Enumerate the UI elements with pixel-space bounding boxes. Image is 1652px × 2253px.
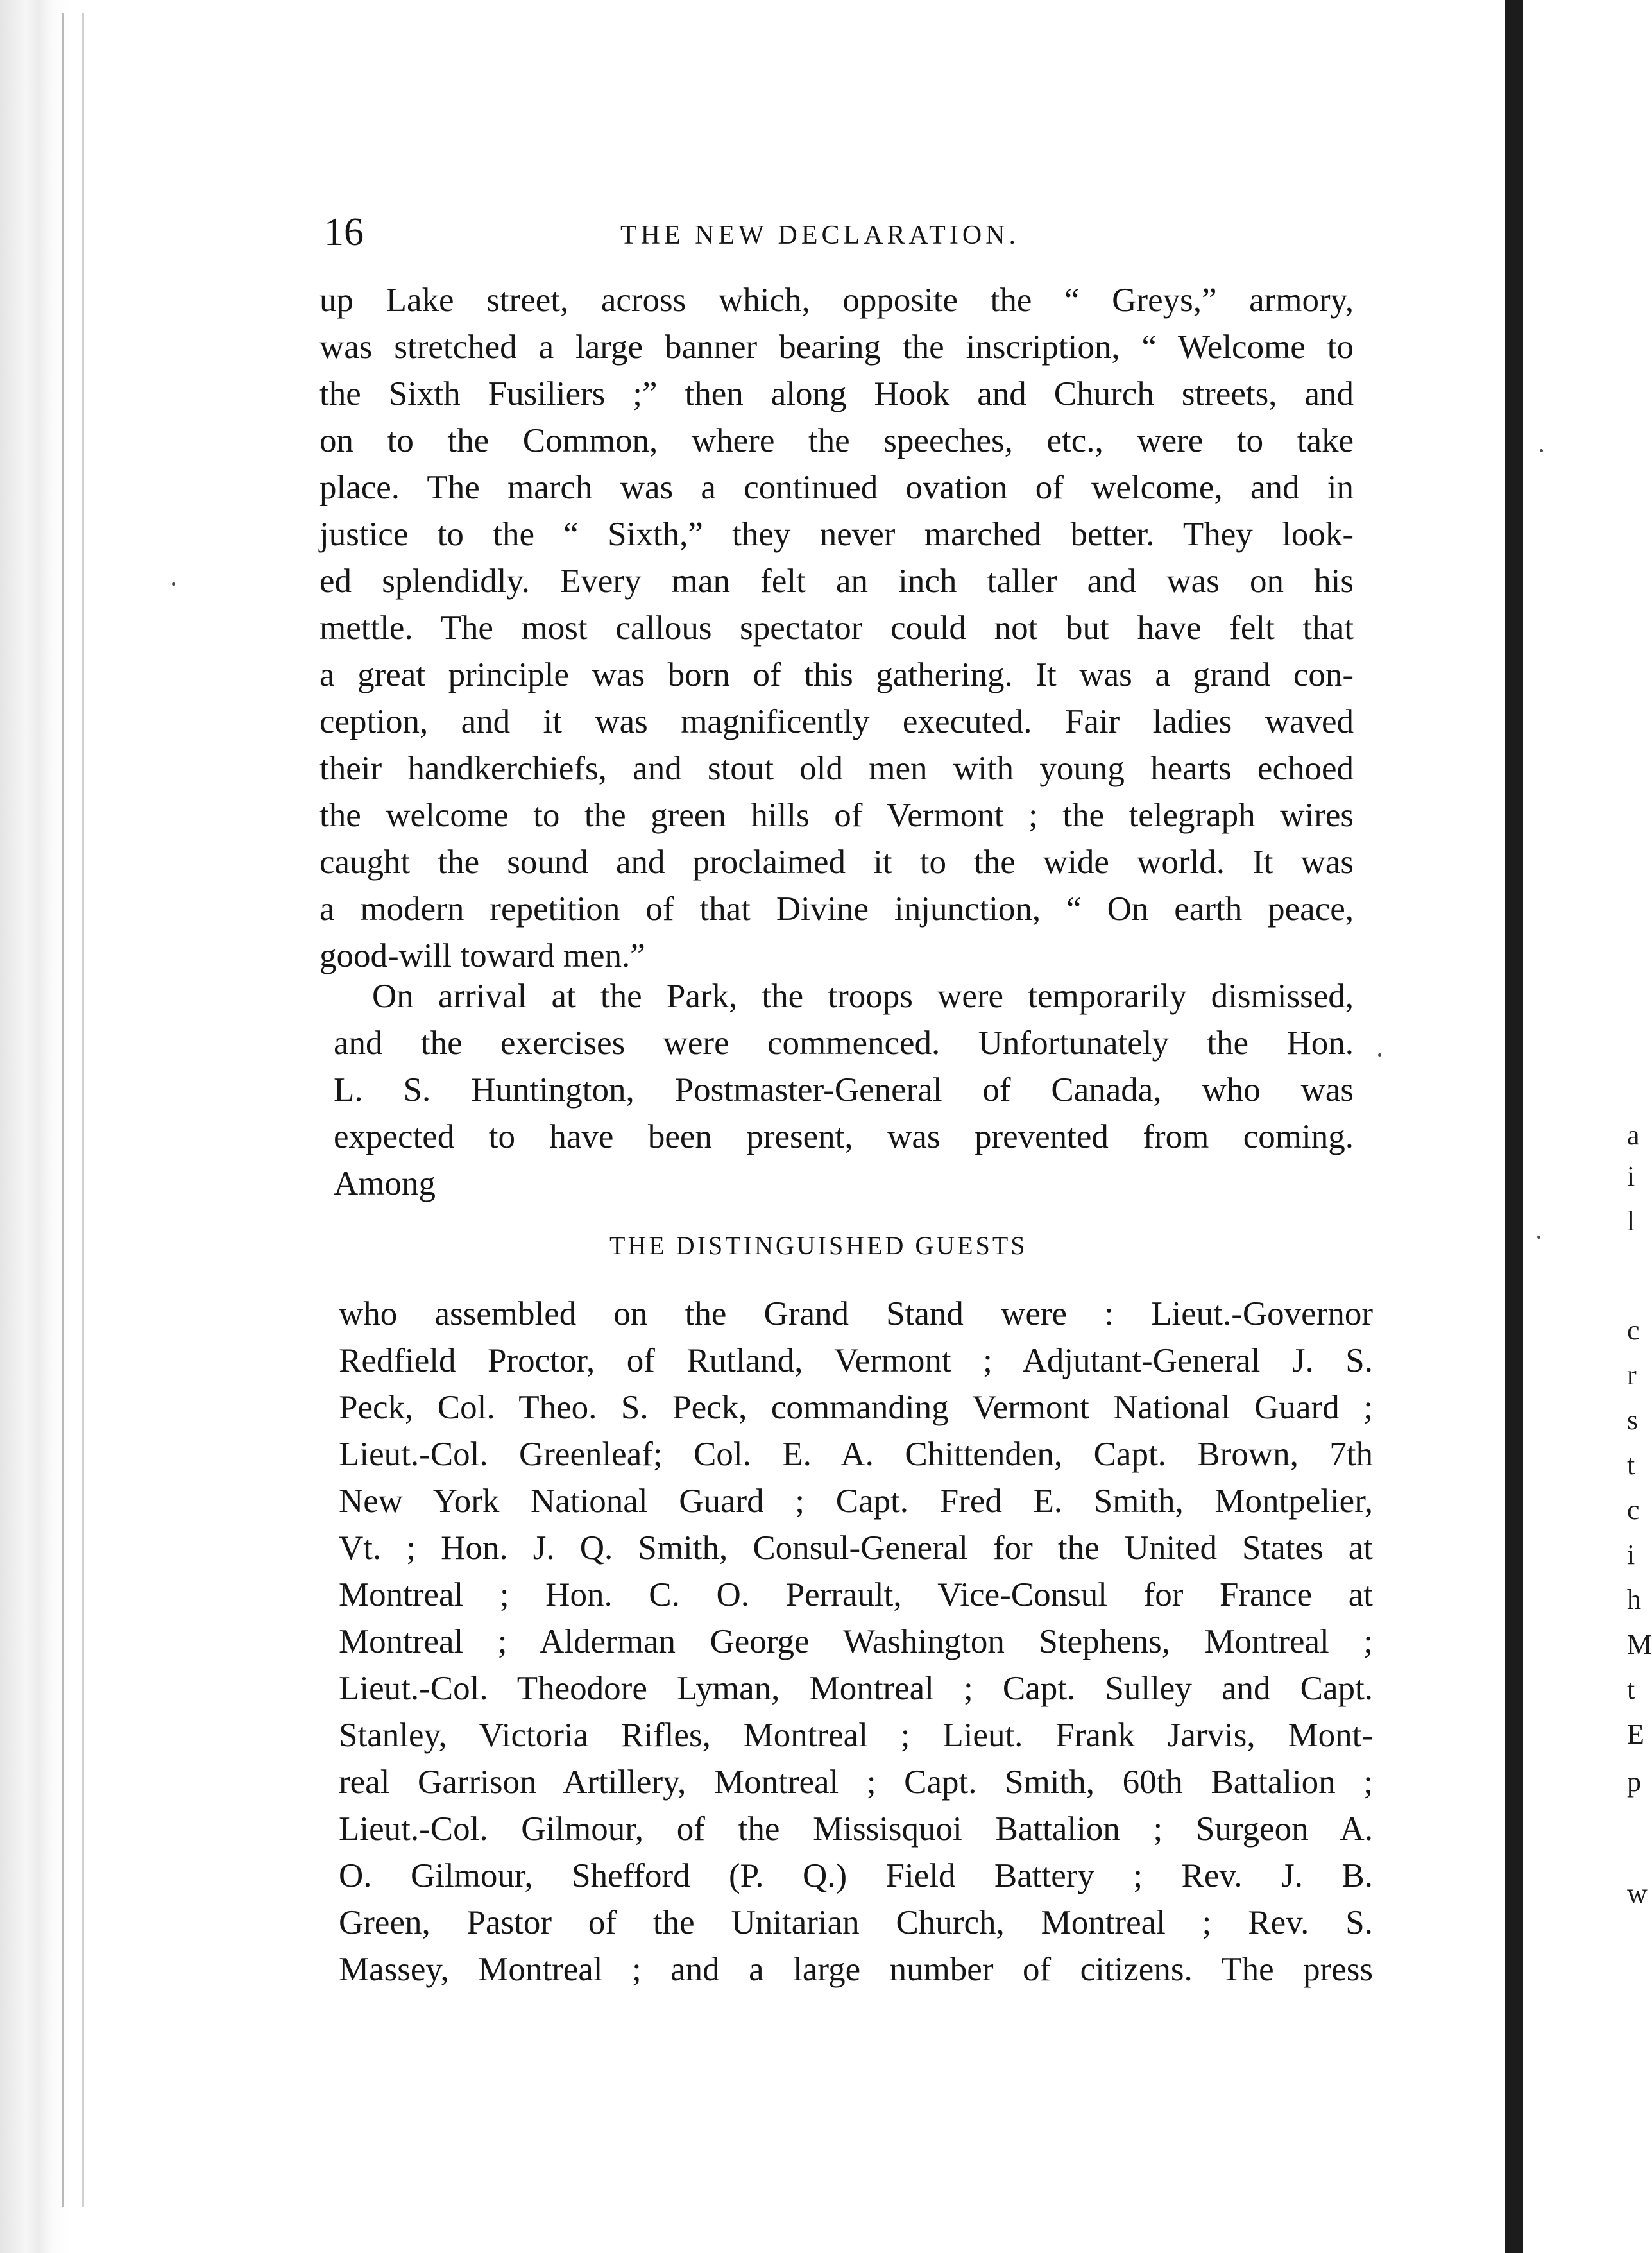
text-line: a modern repetition of that Divine injunction, “ On earth peace, — [319, 890, 1354, 928]
text-line: Redfield Proctor, of Rutland, Vermont ; Adjutant-General J. S. — [339, 1342, 1373, 1379]
text-line: Lieut.-Col. Greenleaf; Col. E. A. Chittenden, Capt. Brown, 7th — [339, 1436, 1373, 1473]
text-line: good-will toward men.” — [319, 937, 645, 974]
text-line: who assembled on the Grand Stand were : Lieut.-Governor — [339, 1295, 1373, 1332]
running-head — [324, 207, 1350, 258]
text-line: O. Gilmour, Shefford (P. Q.) Field Battery ; Rev. J. B. — [339, 1857, 1373, 1894]
text-line: Stanley, Victoria Rifles, Montreal ; Lieut. Frank Jarvis, Mont- — [339, 1717, 1373, 1754]
page-number: 16 — [324, 210, 364, 254]
paragraph-arrival — [334, 973, 1354, 1207]
facing-page-fragment: p — [1627, 1766, 1641, 1798]
facing-page-fragment: l — [1627, 1205, 1635, 1237]
facing-page-fragment: h — [1627, 1584, 1641, 1615]
text-line: L. S. Huntington, Postmaster-General of Canada, who was — [334, 1071, 1354, 1109]
facing-page-fragment: r — [1627, 1359, 1637, 1391]
facing-page-fragment: i — [1627, 1539, 1635, 1570]
text-line: ception, and it was magnificently executed. Fair ladies waved — [319, 703, 1354, 740]
facing-page-fragment: c — [1627, 1314, 1640, 1346]
facing-page-fragment: t — [1627, 1674, 1635, 1705]
text-line: and the exercises were commenced. Unfortunately the Hon. — [334, 1024, 1354, 1062]
text-line: Vt. ; Hon. J. Q. Smith, Consul-General for the United States at — [339, 1529, 1373, 1567]
text-line: their handkerchiefs, and stout old men with young hearts echoed — [319, 750, 1354, 787]
facing-page-fragment: a — [1627, 1119, 1640, 1151]
text-line: real Garrison Artillery, Montreal ; Capt. Smith, 60th Battalion ; — [339, 1764, 1373, 1801]
running-title: THE NEW DECLARATION. — [620, 221, 1019, 250]
facing-page-fragment: t — [1627, 1449, 1635, 1481]
facing-page-fragment: w — [1627, 1878, 1648, 1909]
scan-left-margin — [0, 0, 71, 2253]
facing-page-fragment: M — [1627, 1629, 1652, 1660]
text-line: Massey, Montreal ; and a large number of citizens. The press — [339, 1951, 1373, 1988]
text-line: On arrival at the Park, the troops were temporarily dismissed, — [372, 978, 1354, 1015]
text-line: mettle. The most callous spectator could not but have felt that — [319, 609, 1354, 647]
text-line: Montreal ; Hon. C. O. Perrault, Vice-Consul for France at — [339, 1576, 1373, 1613]
facing-page-fragment: c — [1627, 1494, 1640, 1526]
text-line: ed splendidly. Every man felt an inch taller and was on his — [319, 563, 1354, 600]
text-line: Green, Pastor of the Unitarian Church, Montreal ; Rev. S. — [339, 1904, 1373, 1941]
text-line: New York National Guard ; Capt. Fred E. Smith, Montpelier, — [339, 1483, 1373, 1520]
text-line: was stretched a large banner bearing the inscription, “ Welcome to — [319, 328, 1354, 366]
text-line: up Lake street, across which, opposite the “ Greys,” armory, — [319, 282, 1354, 319]
page-edge-line — [82, 13, 84, 2207]
text-line: the welcome to the green hills of Vermont ; the telegraph wires — [319, 797, 1354, 834]
text-line: on to the Common, where the speeches, etc., were to take — [319, 422, 1354, 459]
facing-page-fragment: s — [1627, 1404, 1639, 1436]
scan-speck — [172, 582, 175, 586]
scan-speck — [1540, 449, 1543, 452]
text-line: Peck, Col. Theo. S. Peck, commanding Vermont National Guard ; — [339, 1389, 1373, 1426]
facing-page-fragment: i — [1627, 1161, 1635, 1192]
text-line: the Sixth Fusiliers ;” then along Hook and Church streets, and — [319, 375, 1354, 412]
text-line: place. The march was a continued ovation of welcome, and in — [319, 469, 1354, 506]
text-line: Lieut.-Col. Theodore Lyman, Montreal ; Capt. Sulley and Capt. — [339, 1670, 1373, 1707]
book-gutter — [1505, 0, 1523, 2253]
text-line: caught the sound and proclaimed it to the wide world. It was — [319, 844, 1354, 881]
page-edge-line — [62, 13, 64, 2207]
text-line: Montreal ; Alderman George Washington Stephens, Montreal ; — [339, 1623, 1373, 1660]
text-line: expected to have been present, was prevented from coming. — [334, 1118, 1354, 1155]
paragraph-guests — [339, 1291, 1373, 1993]
text-line: Lieut.-Col. Gilmour, of the Missisquoi Battalion ; Surgeon A. — [339, 1810, 1373, 1848]
text-line: justice to the “ Sixth,” they never marched better. They look- — [319, 516, 1354, 553]
section-heading: THE DISTINGUISHED GUESTS — [609, 1231, 1028, 1260]
text-line: a great principle was born of this gathering. It was a grand con- — [319, 656, 1354, 693]
text-line: Among — [334, 1165, 436, 1202]
scan-speck — [1378, 1053, 1381, 1057]
scan-speck — [1537, 1236, 1540, 1239]
paragraph-march — [319, 277, 1354, 980]
facing-page-fragment: E — [1627, 1719, 1644, 1750]
